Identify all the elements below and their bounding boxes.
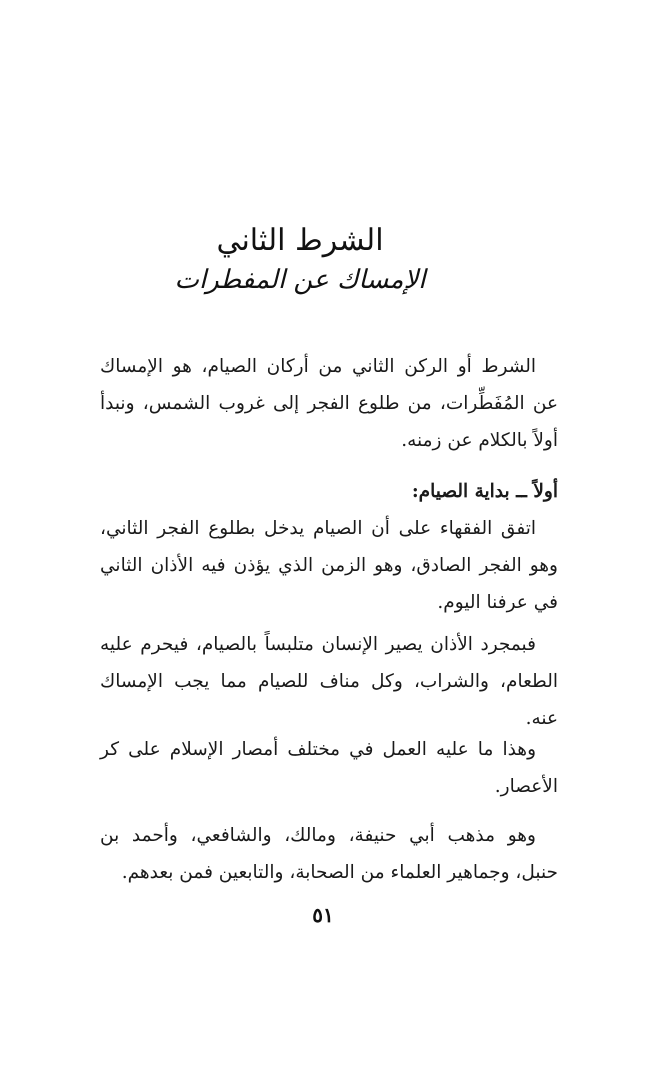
paragraph-2: اتفق الفقهاء على أن الصيام يدخل بطلوع الفجر الثاني، وهو الفجر الصادق، وهو الزمن الذي يؤذن فيه الأذان الثاني في عرفنا اليوم. [100, 518, 558, 613]
chapter-subtitle: الإمساك عن المفطرات [174, 265, 426, 295]
page-number: ٥١ [312, 903, 334, 927]
chapter-title-block [150, 222, 450, 298]
paragraph-intro-block [100, 348, 558, 459]
chapter-title: الشرط الثاني [216, 223, 384, 258]
paragraph-2-block [100, 510, 558, 621]
paragraph-5-block [100, 817, 558, 891]
paragraph-3-block [100, 626, 558, 737]
paragraph-4-block [100, 731, 558, 805]
paragraph-4: وهذا ما عليه العمل في مختلف أمصار الإسلام على كر الأعصار. [100, 739, 558, 797]
paragraph-intro: الشرط أو الركن الثاني من أركان الصيام، هو الإمساك عن المُفَطِّرات، من طلوع الفجر إلى غروب الشمس، ونبدأ أولاً بالكلام عن زمنه. [100, 356, 558, 451]
paragraph-3: فبمجرد الأذان يصير الإنسان متلبساً بالصيام، فيحرم عليه الطعام، والشراب، وكل مناف للصيام مما يجب الإمساك عنه. [100, 634, 558, 729]
section-heading-block [100, 473, 558, 510]
paragraph-5: وهو مذهب أبي حنيفة، ومالك، والشافعي، وأحمد بن حنبل، وجماهير العلماء من الصحابة، والتابعين فمن بعدهم. [100, 825, 558, 883]
section-heading: أولاً ــ بداية الصيام: [411, 481, 558, 502]
